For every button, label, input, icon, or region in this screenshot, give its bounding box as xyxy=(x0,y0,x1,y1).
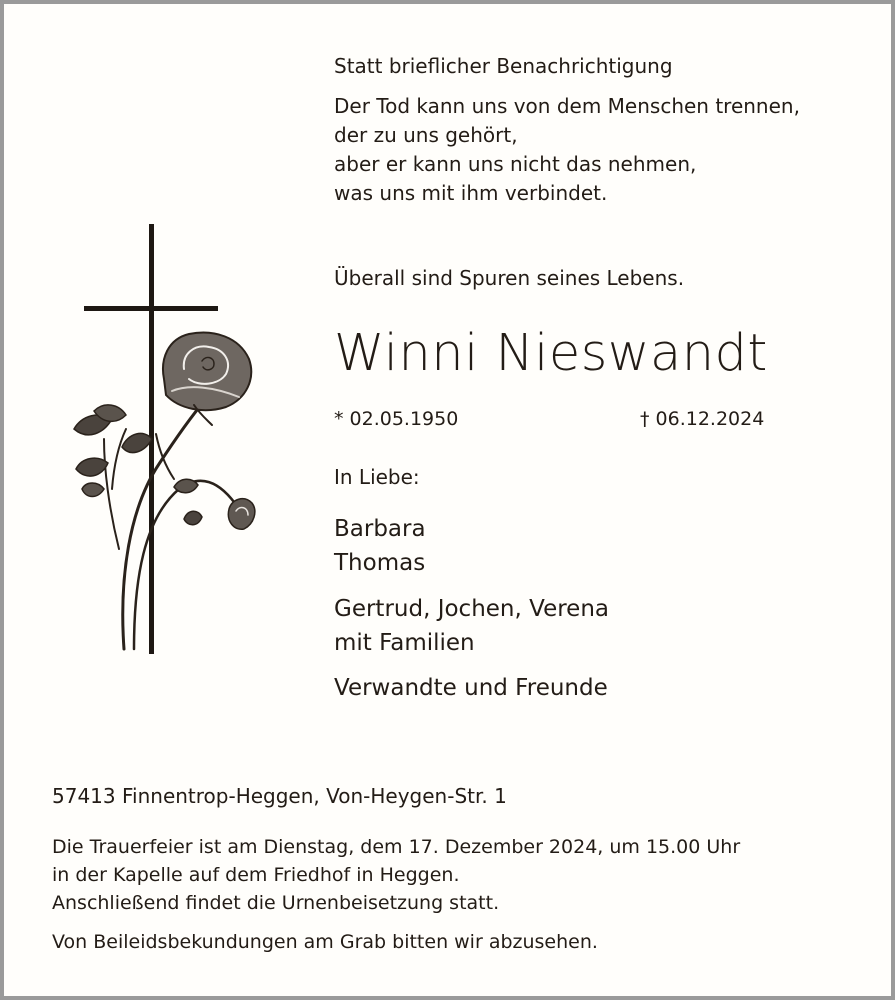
mourner-line: Thomas xyxy=(334,550,426,576)
cross-rose-emblem xyxy=(64,219,264,659)
ceremony-line: Anschließend findet die Urnenbeisetzung statt. xyxy=(52,892,500,914)
birth-date: * 02.05.1950 xyxy=(334,408,459,430)
love-label: In Liebe: xyxy=(334,465,420,489)
mourner-line: Verwandte und Freunde xyxy=(334,675,608,701)
rose-icon xyxy=(74,333,255,649)
mourner-group xyxy=(334,671,608,705)
condolence-notice: Von Beileidsbekundungen am Grab bitten wir abzusehen. xyxy=(52,931,598,953)
mourner-line: Gertrud, Jochen, Verena xyxy=(334,596,610,622)
ceremony-line: Die Trauerfeier ist am Dienstag, dem 17. Dezember 2024, um 15.00 Uhr xyxy=(52,836,741,858)
ceremony-line: in der Kapelle auf dem Friedhof in Heggen. xyxy=(52,864,460,886)
deceased-name: Winni Nieswandt xyxy=(334,324,768,383)
motto-line: Der Tod kann uns von dem Menschen trennen, xyxy=(334,94,800,118)
mourner-group xyxy=(334,512,426,580)
ceremony-details xyxy=(52,833,740,917)
address: 57413 Finnentrop-Heggen, Von-Heygen-Str. 1 xyxy=(52,784,507,808)
motto-line: was uns mit ihm verbindet. xyxy=(334,181,608,205)
motto-line: der zu uns gehört, xyxy=(334,123,518,147)
mourner-group xyxy=(334,592,609,660)
mourner-line: Barbara xyxy=(334,516,426,542)
motto xyxy=(334,92,800,208)
heading: Statt brieflicher Benachrichtigung xyxy=(334,54,673,78)
quote: Überall sind Spuren seines Lebens. xyxy=(334,266,685,290)
motto-line: aber er kann uns nicht das nehmen, xyxy=(334,152,697,176)
mourner-line: mit Familien xyxy=(334,630,475,656)
death-date: † 06.12.2024 xyxy=(640,408,765,430)
